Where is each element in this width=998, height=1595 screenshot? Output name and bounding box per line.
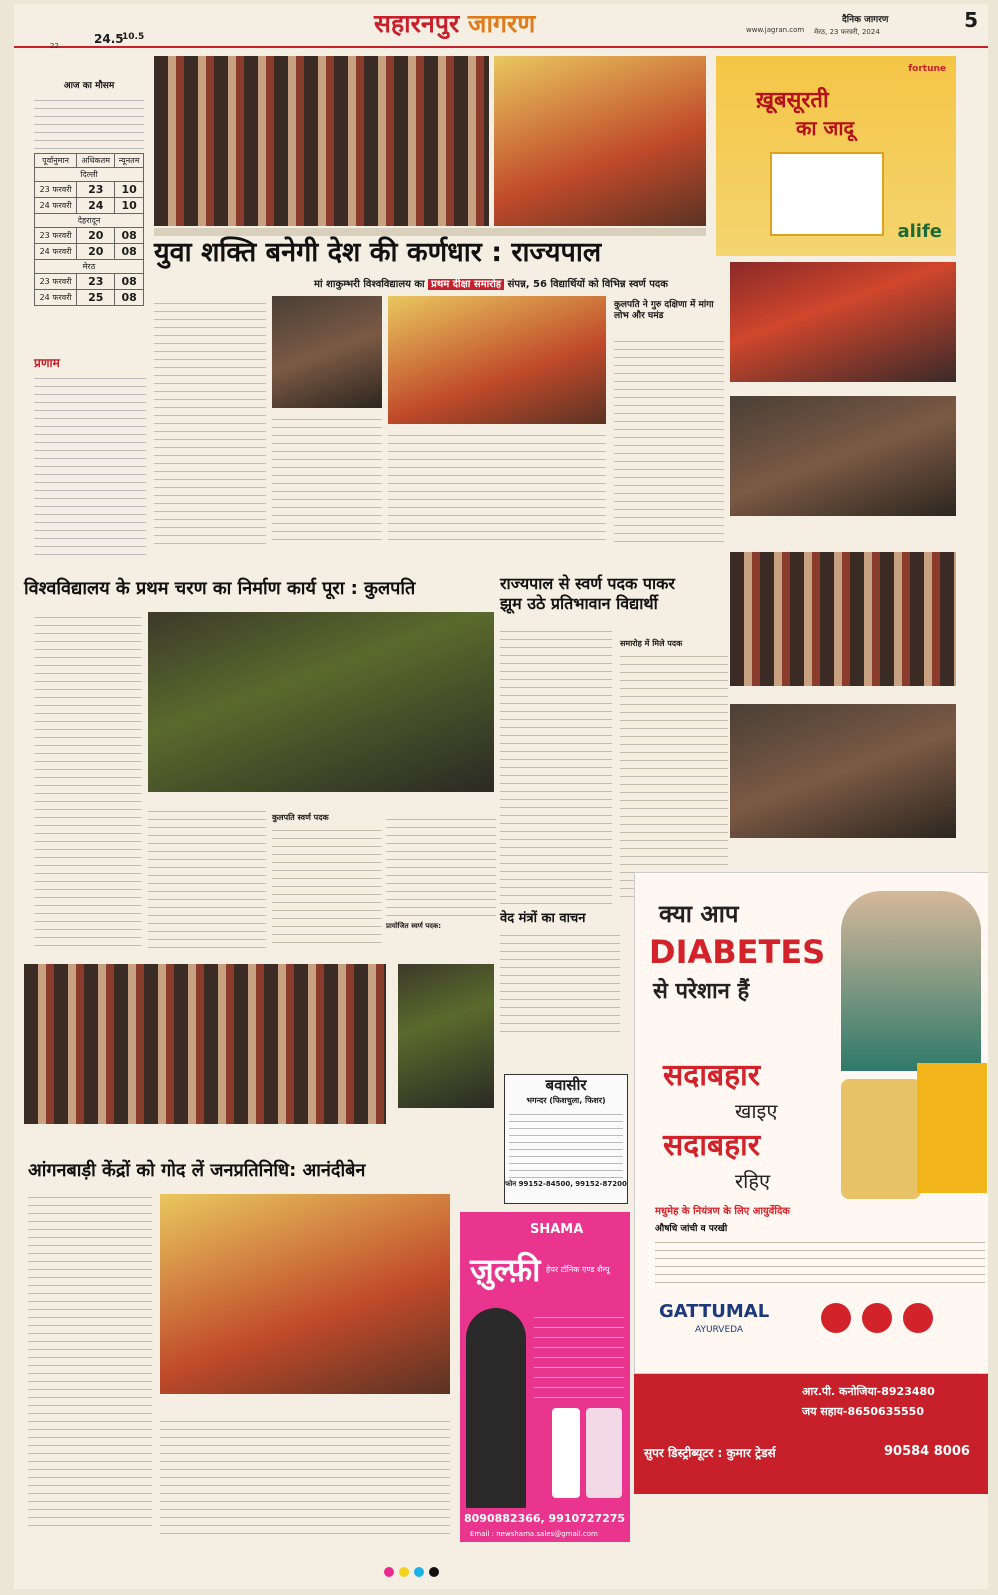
bawasir-phone: फोन 99152-84500, 99152-87200 [505,1180,627,1188]
gattumal-ayurveda: AYURVEDA [695,1325,744,1335]
bawasir-title: बवासीर [545,1076,587,1094]
shama-email: Email : newshama.sales@gmail.com [470,1530,598,1538]
weather-max: 25 [77,290,115,306]
weather-date: 23 फरवरी [35,182,77,198]
top-photo-audience [154,56,489,226]
story5-col-2 [160,1414,450,1534]
side-head: कुलपति ने गुरु दक्षिणा में मांगा लोभ और घमंड [614,300,714,321]
document-icon [903,1303,933,1333]
story4-text [500,928,620,1038]
weather-min: 10 [115,182,144,198]
medal-list [272,812,382,943]
story4-headline: वेद मंत्रों का वाचन [500,911,586,926]
weather-max: 20 [77,228,115,244]
madhumeh-line: मधुमेह के नियंत्रण के लिए आयुर्वेदिक [655,1206,790,1217]
story5-photo [160,1194,450,1394]
registration-marks [384,1562,439,1581]
supplier-line: सुपर डिस्ट्रीब्यूटर : कुमार ट्रेडर्स [644,1446,776,1460]
weather-date: 24 फरवरी [35,244,77,260]
story3-headline-1: राज्यपाल से स्वर्ण पदक पाकर [500,574,675,593]
weather-city: मेरठ [35,260,144,274]
story2-col-2 [148,804,266,950]
diabetes-line-2: DIABETES [649,933,826,971]
weather-max: 23 [77,274,115,290]
weather-header: अधिकतम [77,154,115,168]
right-photo-oath [730,552,956,686]
distributor-ad [634,1374,988,1494]
weather-max: 23 [77,182,115,198]
right-photo-dignitaries [730,396,956,516]
main-headline: युवा शक्ति बनेगी देश की कर्णधार : राज्यपाल [154,237,602,268]
khaiye: खाइए [735,1099,778,1123]
gattumal-brand: GATTUMAL [659,1301,770,1322]
spokesperson-photo [841,891,981,1071]
tonic-bottle [552,1408,580,1498]
story2-headline: विश्वविद्यालय के प्रथम चरण का निर्माण कार्य पूरा : कुलपति [24,578,416,599]
alife-tagline-1: ख़ूबसूरती [756,88,829,113]
weather-header: न्यूनतम [115,154,144,168]
certification-icons [821,1303,971,1343]
alife-soap-box [770,152,884,236]
sadabahar-2: सदाबहार [663,1128,761,1163]
page-number: 5 [964,8,978,32]
brand-right: दैनिक जागरण [842,15,889,25]
bawasir-ad [504,1074,628,1204]
graduates-photo [24,964,386,1124]
medal-list-names-2 [386,812,496,922]
medal-list-title: कुलपति स्वर्ण पदक [272,813,329,822]
shama-phone: 8090882366, 9910727275 [464,1512,626,1525]
supplier-phone: 90584 8006 [884,1444,970,1459]
temp-min: 10.5 [122,32,145,42]
contact-jay: जय सहाय-8650635550 [802,1405,924,1418]
website: www.jagran.com [746,26,805,34]
weather-title: आज का मौसम [63,81,115,91]
pranam-title: प्रणाम [34,356,60,370]
shama-product: ज़ुल्फ़ी [470,1251,541,1289]
temp-max: 24.5 [94,32,124,46]
badge-icon [821,1303,851,1333]
gold-medalist-photo [398,964,494,1108]
aushadhi-line: औषधि जांची व परखी [655,1224,728,1234]
shampoo-bottle [586,1408,622,1498]
alife-ad [716,56,956,256]
top-photo-stage [494,56,706,226]
story5-headline: आंगनबाड़ी केंद्रों को गोद लें जनप्रतिनिधि: आनंदीबेन [28,1160,366,1181]
medal-list-footer: प्रायोजित स्वर्ण पदक: [386,922,442,930]
pranam-box [34,354,146,561]
paper-name [374,6,535,40]
governor-photo [272,296,382,408]
left-date: 22 [50,42,59,50]
weather-table [34,153,144,306]
weather-date: 24 फरवरी [35,198,77,214]
weather-note [34,93,144,151]
fortune-logo: fortune [908,64,946,74]
sadabahar-1: सदाबहार [663,1058,761,1093]
main-story-col-4 [614,334,724,544]
alife-brand: alife [897,221,942,242]
hair-model-photo [466,1308,526,1508]
ceremony-photo [388,296,606,424]
main-story-col-2 [272,412,382,544]
story3-box-text [620,649,728,899]
weather-min: 08 [115,228,144,244]
weather-min: 08 [115,244,144,260]
contact-rp: आर.पी. कनोजिया-8923480 [802,1385,935,1398]
paper-name-brand: जागरण [467,9,536,38]
weather-date: 23 फरवरी [35,228,77,244]
story3-box-head: समारोह में मिले पदक [620,639,683,648]
magenta-dot-icon [384,1567,394,1577]
bawasir-text [509,1108,623,1178]
weather-max: 24 [77,198,115,214]
right-photo-students [730,262,956,382]
bawasir-subtitle: भगन्दर (फिशचुला, फिशर) [526,1096,606,1105]
story5-col-1 [28,1190,152,1530]
medal-list-2 [386,812,496,931]
weather-header: पूर्वानुमान [35,154,77,168]
main-subhead-prefix: मां शाकुम्भरी विश्वविद्यालय का [314,279,425,290]
story3-box [620,638,728,899]
main-story-col-3 [388,428,606,544]
newspaper-page [14,4,988,1589]
diabetes-line-1: क्या आप [659,900,739,928]
weather-date: 23 फरवरी [35,274,77,290]
right-photo-stall [730,704,956,838]
weather-min: 08 [115,290,144,306]
shama-benefits [534,1308,624,1398]
shama-product-sub: हेयर टॉनिक एण्ड शैम्पू [546,1265,610,1274]
weather-city: दिल्ली [35,168,144,182]
gmp-icon [862,1303,892,1333]
medal-list-names [272,823,382,943]
rahiye: रहिए [735,1169,771,1193]
diabetes-ad [634,872,988,1374]
weather-city: देहरादून [35,214,144,228]
weather-box [34,78,144,306]
story2-col-1 [34,610,142,950]
weather-min: 10 [115,198,144,214]
sadabahar-jar [841,1079,921,1199]
masthead [14,4,988,48]
paper-name-city: सहारनपुर [374,9,460,38]
yellow-dot-icon [399,1567,409,1577]
weather-min: 08 [115,274,144,290]
diabetes-line-3: से परेशान हैं [653,979,750,1004]
alife-tagline-2: का जादू [796,116,855,140]
story3-headline [500,574,730,614]
story2-photo-graduates [148,612,494,792]
story3-col-1 [500,624,612,904]
page-date: मेरठ, 23 फरवरी, 2024 [814,28,880,36]
weather-date: 24 फरवरी [35,290,77,306]
main-subhead [314,276,714,290]
story3-headline-2: झूम उठे प्रतिभावान विद्यार्थी [500,594,658,613]
main-subhead-suffix: संपन्न, 56 विद्यार्थियों को विभिन्न स्वर्ण पदक [507,279,668,290]
main-subhead-tag: प्रथम दीक्षा समारोह [428,279,504,290]
sadabahar-pack [917,1063,987,1193]
main-story-col-1 [154,296,266,544]
weather-max: 20 [77,244,115,260]
cyan-dot-icon [414,1567,424,1577]
shama-ad [460,1212,630,1542]
shama-brand: SHAMA [530,1222,584,1237]
diabetes-body-text [655,1235,985,1283]
black-dot-icon [429,1567,439,1577]
pranam-text [34,371,146,561]
